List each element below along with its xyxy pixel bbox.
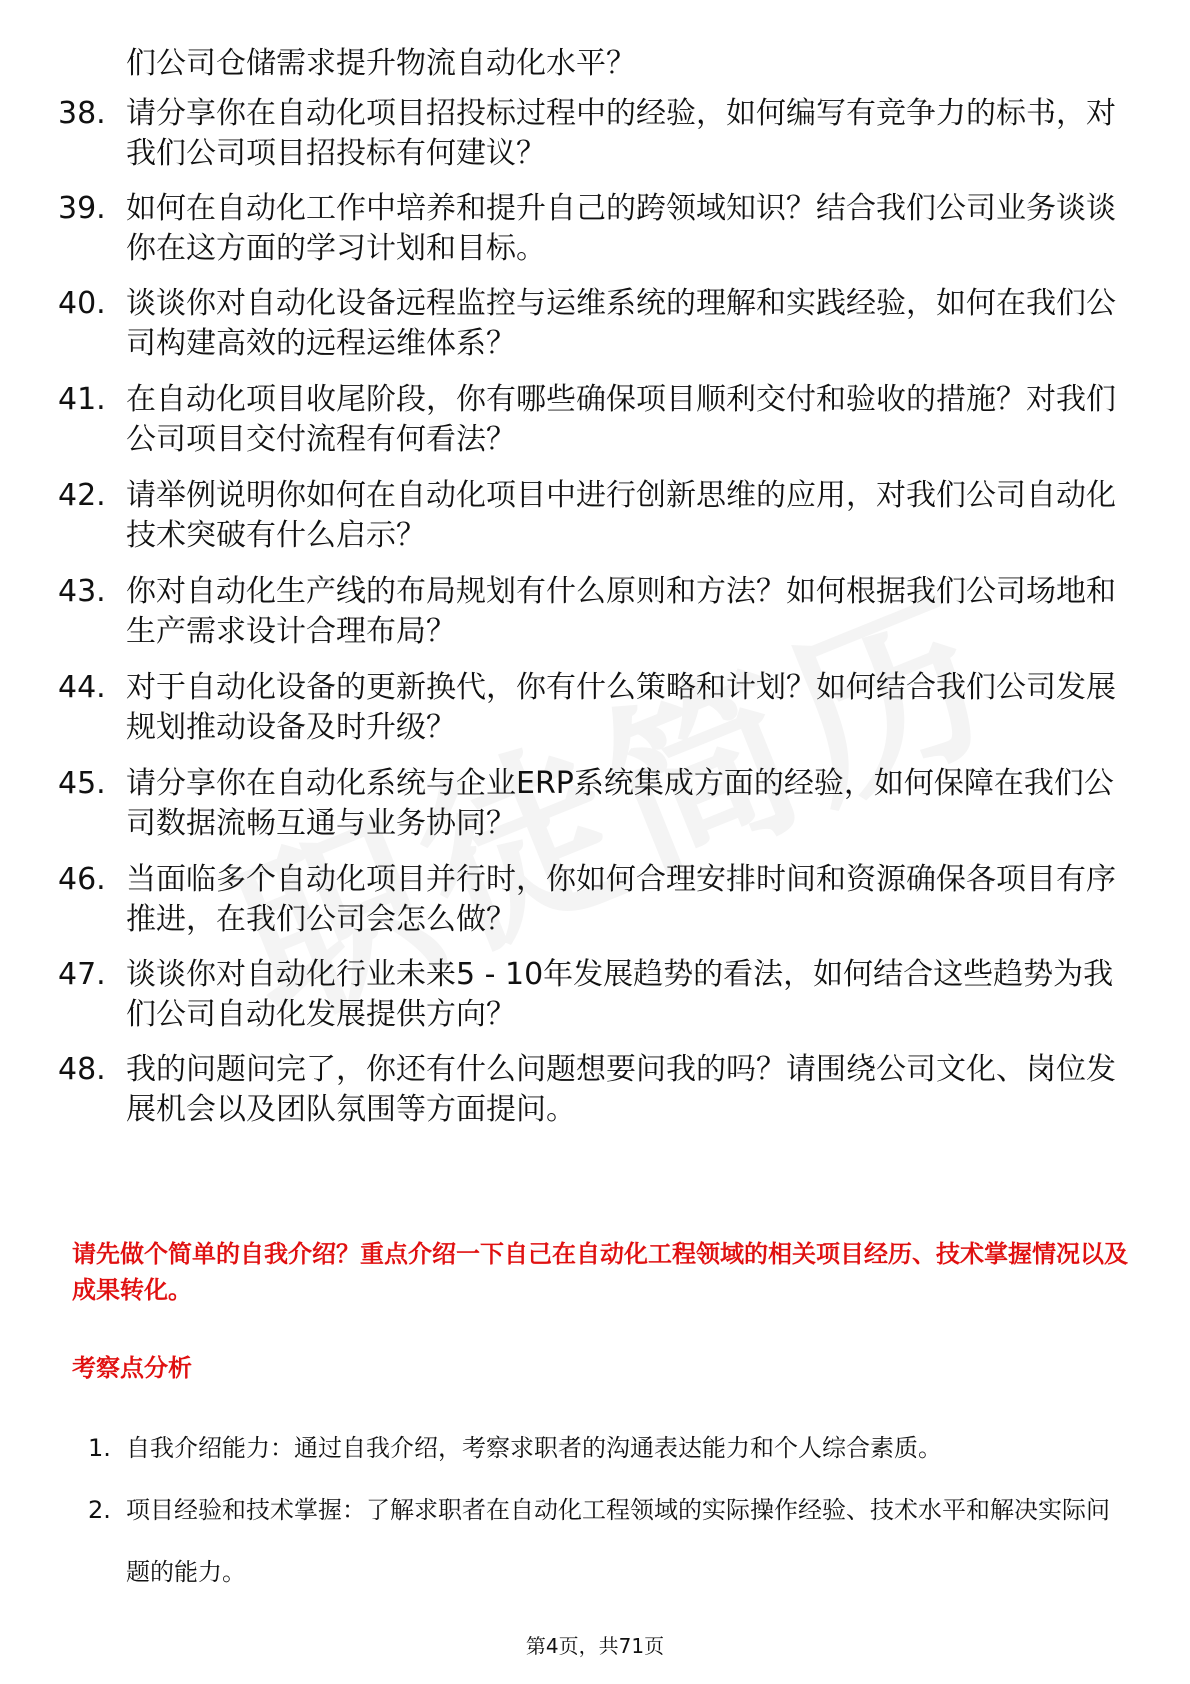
question-text: 我的问题问完了，你还有什么问题想要问我的吗？请围绕公司文化、岗位发展机会以及团队氛围等方面提问。 <box>126 1052 1116 1127</box>
question-number: 41. <box>58 382 106 417</box>
question-number: 43. <box>58 574 106 609</box>
question-item <box>0 955 1190 1050</box>
question-number: 42. <box>58 478 106 513</box>
question-item <box>0 860 1190 955</box>
question-number: 44. <box>58 670 106 705</box>
question-item <box>0 284 1190 380</box>
question-item <box>0 764 1190 860</box>
question-text: 你对自动化生产线的布局规划有什么原则和方法？如何根据我们公司场地和生产需求设计合理布局？ <box>126 574 1116 649</box>
analysis-number: 1. <box>88 1434 111 1462</box>
question-number: 48. <box>58 1052 106 1087</box>
question-item <box>0 572 1190 668</box>
question-list <box>0 44 1190 1140</box>
question-item <box>0 1050 1190 1140</box>
analysis-title: 考察点分析 <box>72 1354 192 1382</box>
analysis-text: 自我介绍能力：通过自我介绍，考察求职者的沟通表达能力和个人综合素质。 <box>126 1434 942 1462</box>
question-number: 40. <box>58 286 106 321</box>
question-number: 45. <box>58 766 106 801</box>
question-number: 46. <box>58 862 106 897</box>
question-text: 们公司仓储需求提升物流自动化水平？ <box>126 46 636 81</box>
question-item <box>0 189 1190 284</box>
analysis-text: 项目经验和技术掌握：了解求职者在自动化工程领域的实际操作经验、技术水平和解决实际问题的能力。 <box>126 1496 1110 1586</box>
question-text: 请分享你在自动化系统与企业ERP系统集成方面的经验，如何保障在我们公司数据流畅互通与业务协同？ <box>126 766 1114 841</box>
question-text: 对于自动化设备的更新换代，你有什么策略和计划？如何结合我们公司发展规划推动设备及时升级？ <box>126 670 1116 745</box>
question-text: 如何在自动化工作中培养和提升自己的跨领域知识？结合我们公司业务谈谈你在这方面的学习计划和目标。 <box>126 191 1116 266</box>
question-text: 谈谈你对自动化设备远程监控与运维系统的理解和实践经验，如何在我们公司构建高效的远程运维体系？ <box>126 286 1116 361</box>
question-item <box>0 380 1190 476</box>
question-text: 在自动化项目收尾阶段，你有哪些确保项目顺利交付和验收的措施？对我们公司项目交付流程有何看法？ <box>126 382 1116 457</box>
analysis-number: 2. <box>88 1496 111 1524</box>
question-number: 39. <box>58 191 106 226</box>
question-text: 谈谈你对自动化行业未来5 - 10年发展趋势的看法，如何结合这些趋势为我们公司自动化发展提供方向？ <box>126 957 1114 1032</box>
question-number: 38. <box>58 96 106 131</box>
question-item <box>0 44 1190 94</box>
question-item <box>0 476 1190 572</box>
page-footer: 第4页，共71页 <box>525 1634 665 1658</box>
question-item <box>0 668 1190 764</box>
question-text: 当面临多个自动化项目并行时，你如何合理安排时间和资源确保各项目有序推进，在我们公司会怎么做？ <box>126 862 1116 937</box>
analysis-item <box>0 1480 1190 1603</box>
question-text: 请分享你在自动化项目招投标过程中的经验，如何编写有竞争力的标书，对我们公司项目招投标有何建议？ <box>126 96 1116 171</box>
analysis-item <box>0 1430 1190 1466</box>
question-item <box>0 94 1190 189</box>
highlight-question: 请先做个简单的自我介绍？重点介绍一下自己在自动化工程领域的相关项目经历、技术掌握情况以及成果转化。 <box>72 1240 1128 1304</box>
question-number: 47. <box>58 957 106 992</box>
question-text: 请举例说明你如何在自动化项目中进行创新思维的应用，对我们公司自动化技术突破有什么启示？ <box>126 478 1116 553</box>
